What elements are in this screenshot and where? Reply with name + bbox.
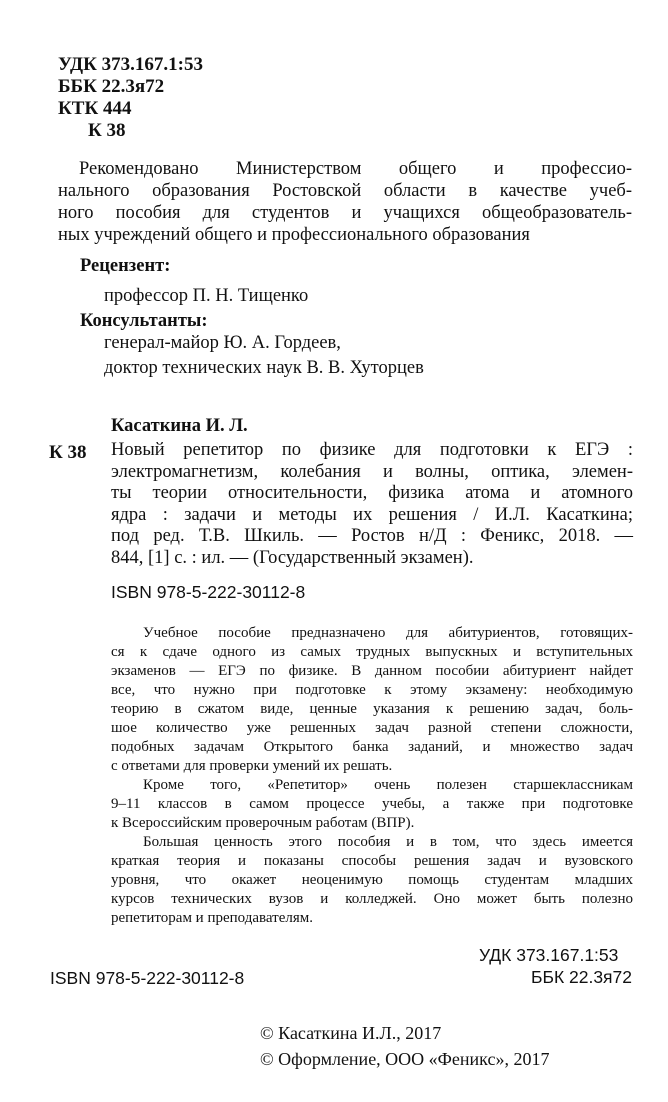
abstract-line: подобных задачам Открытого банка заданий, и множество задач <box>111 739 633 755</box>
consultant-name: генерал-майор Ю. А. Гордеев, <box>104 333 341 353</box>
abstract-line: Кроме того, «Репетитор» очень полезен старшеклассникам <box>143 777 633 793</box>
abstract-line: 9–11 классов в самом процессе учебы, а также при подготовке <box>111 796 633 812</box>
abstract-line: шое количество уже решенных задач разной степени сложности, <box>111 720 633 736</box>
footer-bbk: ББК 22.3я72 <box>530 967 632 987</box>
bibliography-line: под ред. Т.В. Шкиль. — Ростов н/Д : Феникс, 2018. — <box>111 526 633 546</box>
bibliography-code: К 38 <box>49 442 87 463</box>
consultants-heading: Консультанты: <box>80 311 208 331</box>
recommendation-line: ных учреждений общего и профессионального образования <box>58 225 530 245</box>
footer-classification <box>479 944 632 988</box>
abstract-line: репетиторам и преподавателям. <box>111 910 314 926</box>
abstract-line: ся к сдаче одного из самых трудных выпускных и вступительных <box>111 644 633 660</box>
recommendation-line: Рекомендовано Министерством общего и профессио- <box>79 159 632 179</box>
copyright-design: © Оформление, ООО «Феникс», 2017 <box>260 1049 550 1069</box>
reviewer-block <box>80 255 308 307</box>
bibliography-line: Новый репетитор по физике для подготовки к ЕГЭ : <box>111 440 633 460</box>
bibliography-line: 844, [1] с. : ил. — (Государственный экзамен). <box>111 547 474 568</box>
recommendation-line: ного пособия для студентов и учащихся общеобразователь- <box>58 203 632 223</box>
abstract-line: Большая ценность этого пособия и в том, что здесь имеется <box>143 834 633 850</box>
recommendation-text <box>58 158 632 246</box>
isbn-bottom: ISBN 978-5-222-30112-8 <box>50 968 245 988</box>
abstract-line: к Всероссийским проверочным работам (ВПР). <box>111 815 415 831</box>
consultants-block <box>80 310 424 379</box>
abstract-line: краткая теория и показаны способы решения задач и вузовского <box>111 853 633 869</box>
udk-code: УДК 373.167.1:53 <box>58 54 203 75</box>
abstract-line: теорию в сжатом виде, ценные указания к решению задач, боль- <box>111 701 633 717</box>
abstract-line: Учебное пособие предназначено для абитуриентов, готовящих- <box>143 625 633 641</box>
abstract-line: уровня, что окажет неоценимую помощь студентам младших <box>111 872 633 888</box>
copyright-block <box>260 1020 549 1072</box>
bibliography-description <box>111 440 633 569</box>
author-mark: К 38 <box>88 120 126 141</box>
bibliography-line: ядра : задачи и методы их решения / И.Л. Касаткина; <box>111 504 633 525</box>
copyright-author: © Касаткина И.Л., 2017 <box>260 1023 442 1043</box>
classification-codes <box>58 54 203 142</box>
abstract-text <box>111 624 633 928</box>
abstract-line: курсов технических вузов и колледжей. Оно может быть полезно <box>111 891 633 907</box>
abstract-line: все, что нужно при подготовке к этому экзамену: необходимую <box>111 682 633 698</box>
isbn-top: ISBN 978-5-222-30112-8 <box>111 582 306 602</box>
abstract-line: экзаменов — ЕГЭ по физике. В данном пособии абитуриент найдет <box>111 663 633 679</box>
recommendation-line: нального образования Ростовской области в качестве учеб- <box>58 181 632 201</box>
ktk-code: КТК 444 <box>58 98 132 119</box>
reviewer-heading: Рецензент: <box>80 256 171 276</box>
bibliography-line: ты теории относительности, физика атома и атомного <box>111 483 633 503</box>
reviewer-name: профессор П. Н. Тищенко <box>104 286 309 306</box>
abstract-line: с ответами для проверки умений их решать. <box>111 758 393 774</box>
footer-udk: УДК 373.167.1:53 <box>478 945 619 965</box>
bibliography-line: электромагнетизм, колебания и волны, оптика, элемен- <box>111 461 633 482</box>
bibliography-author: Касаткина И. Л. <box>111 416 248 436</box>
bbk-code: ББК 22.3я72 <box>58 76 165 97</box>
consultant-name: доктор технических наук В. В. Хуторцев <box>104 358 424 378</box>
